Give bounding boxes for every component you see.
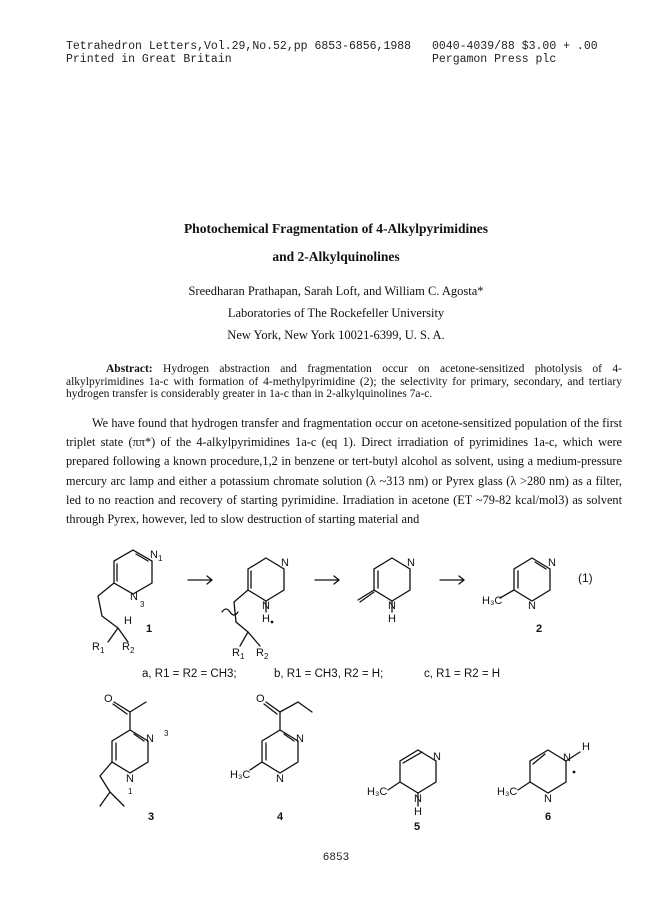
- affiliation-line-2: New York, New York 10021-6399, U. S. A.: [227, 328, 445, 342]
- affiliation-line-1: Laboratories of The Rockefeller University: [227, 306, 445, 320]
- compound-1-label: 1: [146, 623, 153, 635]
- publisher: Pergamon Press plc: [432, 53, 557, 66]
- structure-int-b: [358, 558, 410, 612]
- body-paragraph: We have found that hydrogen transfer and fragmentation occur on acetone-sensitized population of the first triplet state (ππ*) of the 4-alkylpyrimidines 1a-c (eq 1). Direct irradiation of pyrimidines 1a-c, which were prepared following a known procedure,1,2 in benzene or tert-butyl alcohol as solvent, using a medium-pressure mercury arc lamp and either a potassium chromate solution (λ ~313 nm) or Pyrex glass (λ >280 nm) as a filter, led to no reaction and recovery of starting pyrimidine. Irradiation in acetone (ET ~79-82 kcal/mol3) as solvent through Pyrex, however, led to slow destruction of starting material and: [66, 416, 622, 527]
- title-line-1: Photochemical Fragmentation of 4-Alkylpyrimidines: [183, 221, 489, 236]
- cmp3-o-label: O: [104, 693, 113, 705]
- cmp3-n1-sub: 1: [128, 787, 133, 796]
- arrow-1: [188, 576, 212, 584]
- cmp4-o-label: O: [256, 693, 265, 705]
- printed-in: Printed in Great Britain: [66, 53, 232, 66]
- cmp4-n1-label: N: [276, 773, 284, 785]
- compound-2-label: 2: [536, 623, 543, 635]
- compound-6-label: 6: [545, 811, 552, 823]
- structure-3: [100, 702, 148, 806]
- int-a-r2-label: R: [256, 647, 264, 659]
- cmp3-n1-label: N: [126, 773, 134, 785]
- price-code: 0040-4039/88 $3.00 + .00: [432, 40, 598, 53]
- abstract-label: Abstract:: [106, 363, 153, 375]
- int-a-r2-sub: 2: [264, 652, 269, 661]
- int-b-n2-label: N: [388, 600, 396, 612]
- cmp3-n3-sub: 3: [164, 729, 169, 738]
- int-b-h-label: H: [388, 613, 396, 625]
- structure-int-a: [222, 558, 284, 646]
- atom-h-label: H: [124, 615, 132, 627]
- int-b-n-label: N: [407, 557, 415, 569]
- compound-5-label: 5: [414, 821, 421, 833]
- atom-r1-sub: 1: [100, 646, 105, 655]
- structure-5: [388, 750, 436, 806]
- arrow-3: [440, 576, 464, 584]
- variant-b: b, R1 = CH3, R2 = H;: [274, 668, 384, 680]
- variant-a: a, R1 = R2 = CH3;: [142, 668, 237, 680]
- variant-c: c, R1 = R2 = H: [424, 668, 501, 680]
- authors: Sreedharan Prathapan, Sarah Loft, and William C. Agosta*: [188, 284, 484, 298]
- cmp5-n-label: N: [433, 751, 441, 763]
- title-line-2: and 2-Alkylquinolines: [272, 249, 400, 264]
- atom-n3-sub: 3: [140, 600, 145, 609]
- structure-1: [98, 550, 152, 642]
- cmp3-n3-label: N: [146, 733, 154, 745]
- journal-citation: Tetrahedron Letters,Vol.29,No.52,pp 6853-6856,1988: [66, 40, 412, 53]
- cmp2-n2-label: N: [528, 600, 536, 612]
- page-number: 6853: [322, 852, 350, 864]
- cmp5-h-label: H: [414, 806, 422, 818]
- int-a-r1-label: R: [232, 647, 240, 659]
- cmp6-h-label: H: [582, 741, 590, 753]
- cmp4-n3-label: N: [296, 733, 304, 745]
- compound-4-label: 4: [277, 811, 284, 823]
- int-a-r1-sub: 1: [240, 652, 245, 661]
- cmp5-ch3-label: H₃C: [367, 786, 388, 798]
- int-a-h-label: H: [262, 613, 270, 625]
- cmp4-ch3-label: H₃C: [230, 769, 251, 781]
- radical-dot-a: [271, 621, 274, 624]
- atom-n1-sub: 1: [158, 554, 163, 563]
- atom-r2-sub: 2: [130, 646, 135, 655]
- atom-r1-label: R: [92, 641, 100, 653]
- equation-label: (1): [578, 571, 593, 585]
- structure-2: [500, 558, 550, 601]
- cmp2-n-label: N: [548, 557, 556, 569]
- cmp2-ch3-label: H₃C: [482, 595, 503, 607]
- abstract-text: Hydrogen abstraction and fragmentation occur on acetone-sensitized photolysis of 4-alkylpyrimidines 1a-c with formation of 4-methylpyrimidine (2); the selectivity for primary, secondary, and tertiary hydrogen transfer is considerably greater in 1a-c than in 2-alkylquinolines 7a-c.: [66, 363, 622, 400]
- cmp6-ch3-label: H₃C: [497, 786, 518, 798]
- cmp6-n2-label: N: [544, 793, 552, 805]
- cmp5-n2-label: N: [414, 793, 422, 805]
- int-a-n-label: N: [281, 557, 289, 569]
- atom-n3-label: N: [130, 591, 138, 603]
- atom-r2-label: R: [122, 641, 130, 653]
- atom-n1-label: N: [150, 549, 158, 561]
- int-a-n2-label: N: [262, 600, 270, 612]
- arrow-2: [315, 576, 339, 584]
- compound-3-label: 3: [148, 811, 155, 823]
- cmp6-n-label: N: [563, 752, 571, 764]
- radical-dot-6: [573, 771, 576, 774]
